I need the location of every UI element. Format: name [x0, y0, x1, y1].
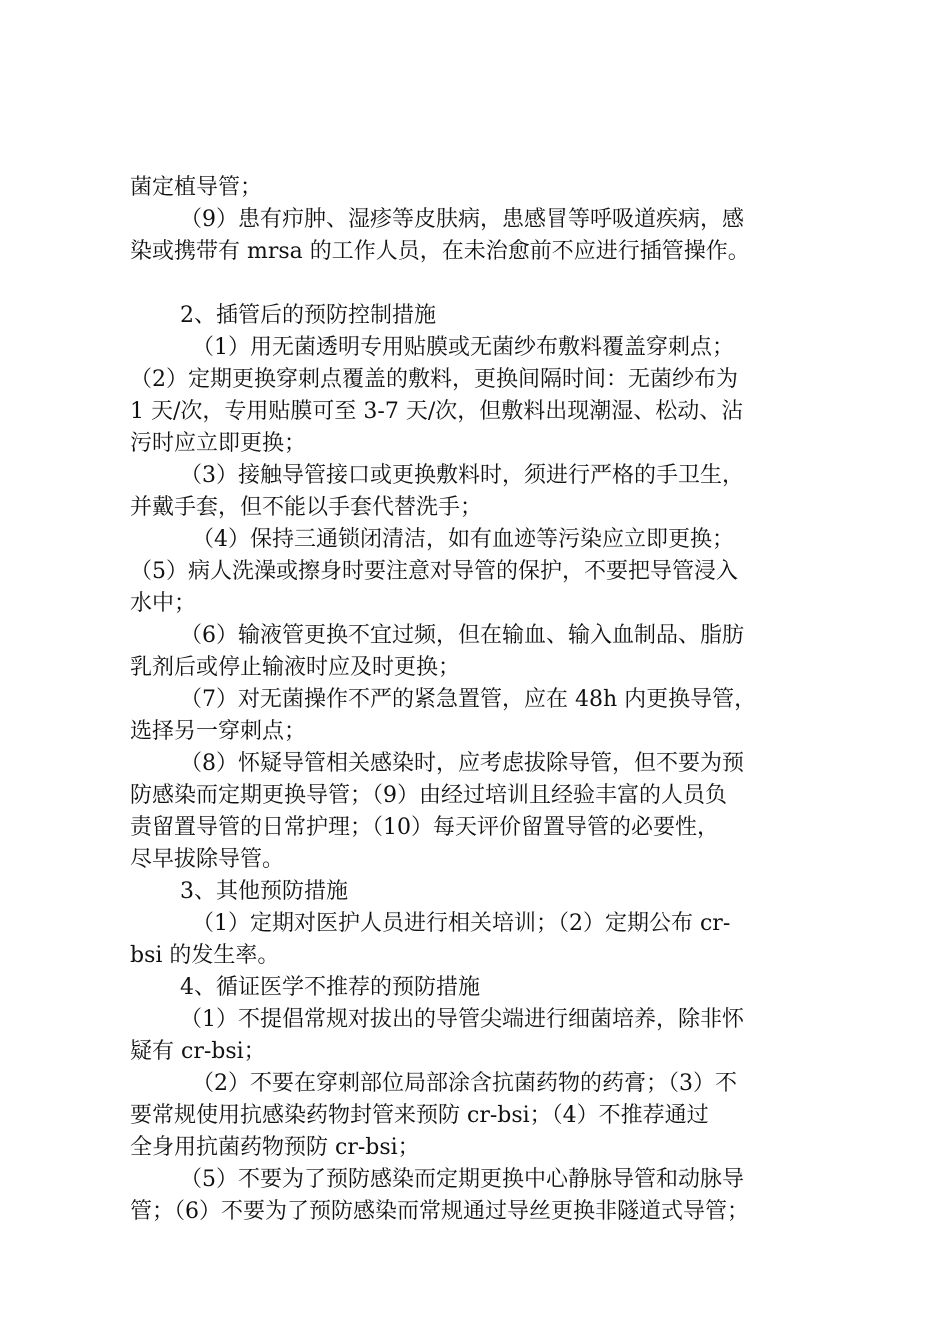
text-line: 4、循证医学不推荐的预防措施: [180, 975, 480, 1000]
text-line: 要常规使用抗感染药物封管来预防 cr-bsi；（4）不推荐通过: [130, 1103, 709, 1128]
blank-line: [130, 268, 840, 300]
text-line: 2、插管后的预防控制措施: [180, 303, 436, 328]
text-line: （1）用无菌透明专用贴膜或无菌纱布敷料覆盖穿刺点；: [192, 335, 734, 360]
text-line: 乳剂后或停止输液时应及时更换；: [130, 655, 461, 680]
text-line: （1）不提倡常规对拔出的导管尖端进行细菌培养，除非怀: [180, 1007, 744, 1032]
text-line: 尽早拔除导管。: [130, 847, 285, 872]
text-line: 1 天/次，专用贴膜可至 3-7 天/次，但敷料出现潮湿、松动、沾: [130, 399, 744, 424]
text-line: bsi 的发生率。: [130, 943, 280, 968]
text-line: 防感染而定期更换导管；（9）由经过培训且经验丰富的人员负: [130, 783, 727, 808]
text-line: （5）病人洗澡或擦身时要注意对导管的保护，不要把导管浸入: [130, 559, 738, 584]
text-line: 全身用抗菌药物预防 cr-bsi；: [130, 1135, 420, 1160]
text-line: 管；（6）不要为了预防感染而常规通过导丝更换非隧道式导管；: [130, 1199, 749, 1224]
text-line: 污时应立即更换；: [130, 431, 307, 456]
text-line: 并戴手套，但不能以手套代替洗手；: [130, 495, 483, 520]
document-body: [130, 172, 840, 1228]
text-line: 疑有 cr-bsi；: [130, 1039, 266, 1064]
text-line: （2）不要在穿刺部位局部涂含抗菌药物的药膏；（3）不: [192, 1071, 737, 1096]
text-line: （1）定期对医护人员进行相关培训；（2）定期公布 cr-: [192, 911, 731, 936]
text-line: 菌定植导管；: [130, 175, 263, 200]
text-line: （7）对无菌操作不严的紧急置管，应在 48h 内更换导管，: [180, 687, 757, 712]
text-line: （9）患有疖肿、湿疹等皮肤病，患感冒等呼吸道疾病，感: [180, 207, 744, 232]
text-line: （3）接触导管接口或更换敷料时，须进行严格的手卫生，: [180, 463, 744, 488]
text-line: 选择另一穿刺点；: [130, 719, 307, 744]
text-line: 水中；: [130, 591, 197, 616]
text-line: 责留置导管的日常护理；（10）每天评价留置导管的必要性，: [130, 815, 719, 840]
text-line: 3、其他预防措施: [180, 879, 348, 904]
text-line: （8）怀疑导管相关感染时，应考虑拔除导管，但不要为预: [180, 751, 744, 776]
text-line: 染或携带有 mrsa 的工作人员，在未治愈前不应进行插管操作。: [130, 239, 750, 264]
text-line: （2）定期更换穿刺点覆盖的敷料，更换间隔时间：无菌纱布为: [130, 367, 738, 392]
text-line: （5）不要为了预防感染而定期更换中心静脉导管和动脉导: [180, 1167, 744, 1192]
text-line: （6）输液管更换不宜过频，但在输血、输入血制品、脂肪: [180, 623, 744, 648]
text-line: （4）保持三通锁闭清洁，如有血迹等污染应立即更换；: [192, 527, 734, 552]
